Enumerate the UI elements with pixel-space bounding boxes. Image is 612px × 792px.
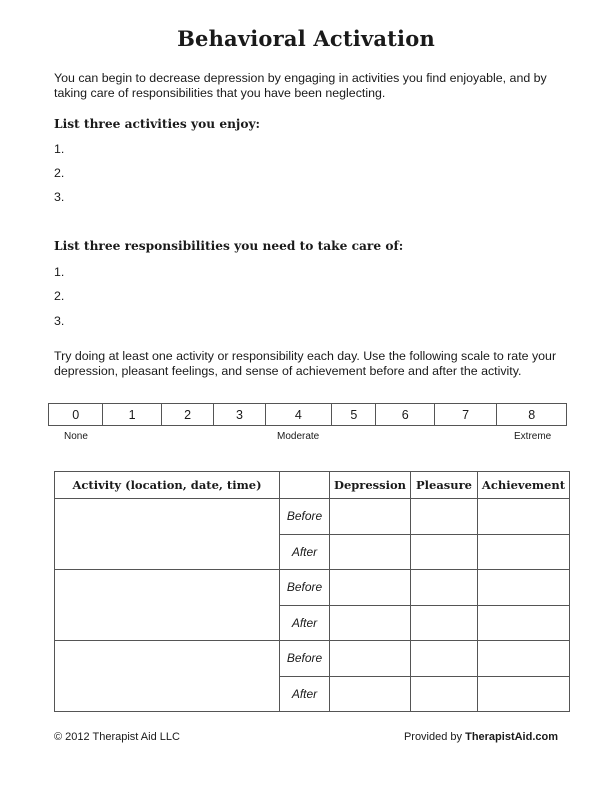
- activity-number-2: 2.: [54, 166, 65, 180]
- scale-label-moderate: Moderate: [277, 431, 320, 442]
- instructions-text: Try doing at least one activity or responsibility each day. Use the following scale to rate your depression, pleasant feelings, and sense of achievement before and after the activity.: [54, 349, 557, 378]
- activities-heading: List three activities you enjoy:: [54, 117, 261, 131]
- pleasure-cell[interactable]: [411, 499, 478, 535]
- page-title: Behavioral Activation: [177, 26, 435, 51]
- header-pleasure: Pleasure: [411, 472, 478, 499]
- depression-cell[interactable]: [330, 641, 411, 677]
- pleasure-cell[interactable]: [411, 641, 478, 677]
- achievement-cell[interactable]: [478, 570, 570, 606]
- responsibility-number-3: 3.: [54, 314, 65, 328]
- table-row: [55, 570, 570, 606]
- pleasure-cell[interactable]: [411, 676, 478, 712]
- responsibility-number-1: 1.: [54, 265, 65, 279]
- header-achievement: Achievement: [478, 472, 570, 499]
- scale-cell-3: 3: [214, 404, 265, 426]
- intro-text: You can begin to decrease depression by engaging in activities you find enjoyable, and by taking care of responsibilities that you have been neglecting.: [54, 71, 547, 100]
- pleasure-cell[interactable]: [411, 605, 478, 641]
- table-header-row: [55, 472, 570, 499]
- scale-cell-0: 0: [49, 404, 103, 426]
- header-activity: Activity (location, date, time): [55, 472, 280, 499]
- depression-cell[interactable]: [330, 676, 411, 712]
- achievement-cell[interactable]: [478, 641, 570, 677]
- activity-number-3: 3.: [54, 190, 65, 204]
- activity-tracking-table: [54, 471, 570, 712]
- activity-cell-3[interactable]: [55, 641, 280, 712]
- before-label: Before: [280, 641, 330, 677]
- rating-scale: [48, 403, 567, 426]
- scale-cell-2: 2: [161, 404, 213, 426]
- before-label: Before: [280, 570, 330, 606]
- activity-cell-1[interactable]: [55, 499, 280, 570]
- depression-cell[interactable]: [330, 570, 411, 606]
- copyright-text: © 2012 Therapist Aid LLC: [54, 731, 180, 743]
- achievement-cell[interactable]: [478, 676, 570, 712]
- scale-cell-6: 6: [376, 404, 434, 426]
- scale-label-extreme: Extreme: [514, 431, 552, 442]
- provided-by-text: [404, 731, 558, 743]
- achievement-cell[interactable]: [478, 534, 570, 570]
- before-label: Before: [280, 499, 330, 535]
- scale-cell-8: 8: [497, 404, 567, 426]
- table-row: [55, 641, 570, 677]
- achievement-cell[interactable]: [478, 499, 570, 535]
- pleasure-cell[interactable]: [411, 534, 478, 570]
- responsibilities-heading: List three responsibilities you need to take care of:: [54, 239, 404, 253]
- header-depression: Depression: [330, 472, 411, 499]
- scale-cell-5: 5: [332, 404, 376, 426]
- pleasure-cell[interactable]: [411, 570, 478, 606]
- table-row: [55, 499, 570, 535]
- activity-number-1: 1.: [54, 142, 65, 156]
- after-label: After: [280, 676, 330, 712]
- after-label: After: [280, 605, 330, 641]
- scale-label-none: None: [64, 431, 88, 442]
- depression-cell[interactable]: [330, 605, 411, 641]
- achievement-cell[interactable]: [478, 605, 570, 641]
- scale-cell-4: 4: [265, 404, 332, 426]
- responsibility-number-2: 2.: [54, 289, 65, 303]
- after-label: After: [280, 534, 330, 570]
- scale-cell-7: 7: [434, 404, 496, 426]
- activity-cell-2[interactable]: [55, 570, 280, 641]
- header-phase: [280, 472, 330, 499]
- brand-link[interactable]: TherapistAid.com: [465, 731, 558, 743]
- scale-cell-1: 1: [103, 404, 161, 426]
- provided-by-label: Provided by: [403, 731, 466, 743]
- depression-cell[interactable]: [330, 534, 411, 570]
- depression-cell[interactable]: [330, 499, 411, 535]
